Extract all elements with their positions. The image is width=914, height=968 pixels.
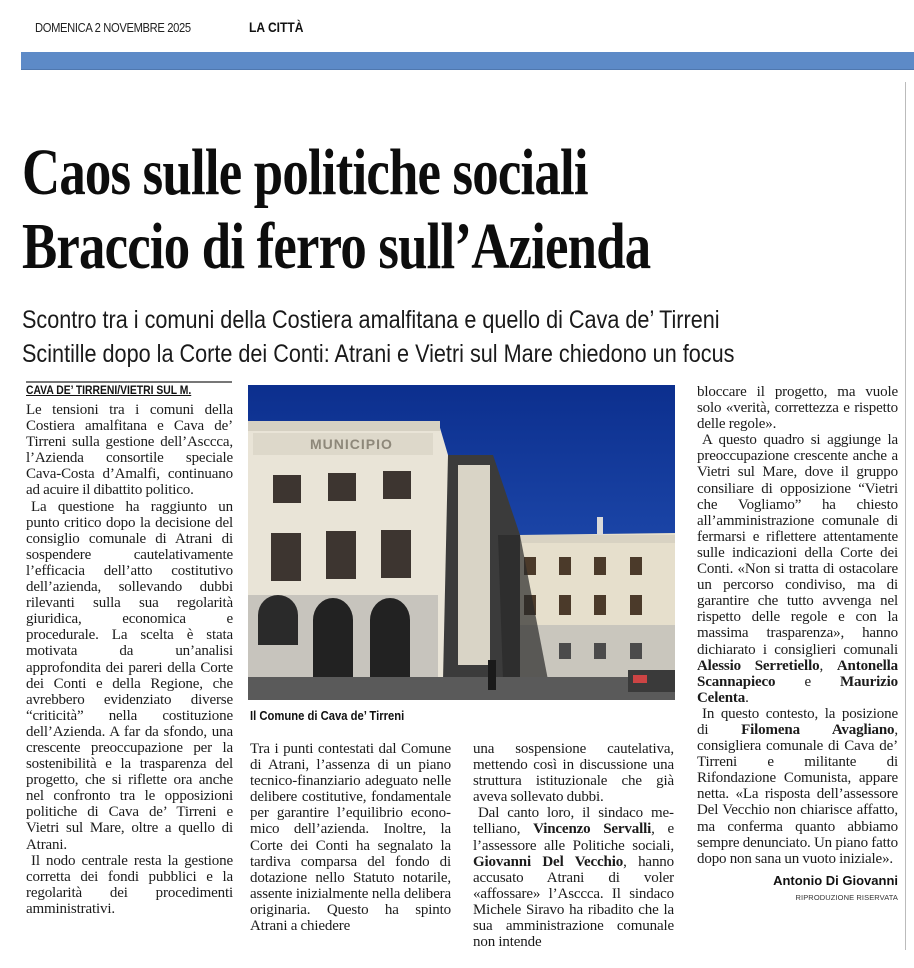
author-byline: Antonio Di Giovanni: [773, 873, 898, 888]
paragraph: Tra i punti contestati dal Comune di Atrani, l’assenza di un piano tecnico-finanziario adeguato nelle delibere costitutive, fondamentale per garantire l’equilibrio economico dell’azienda. Inoltre, la Corte dei Conti ha segnalato la tardiva comparsa del fondo di dotazione nello Statuto notarile, assente inizialmente nella delibera originaria. Questo ha spinto Atrani a chiedere: [250, 741, 451, 935]
text: e: [775, 673, 841, 690]
headline-line-1: Caos sulle politiche sociali: [22, 136, 588, 209]
town-hall-photo: [248, 385, 675, 700]
subheadline-line-2: Scintille dopo la Corte dei Conti: Atrani e Vietri sul Mare chiedono un focus: [22, 340, 735, 368]
article-column-3: [473, 741, 674, 950]
person-name: Vincenzo Servalli: [533, 821, 652, 838]
municipio-building-image: [248, 385, 675, 700]
section-name: LA CITTÀ: [249, 19, 304, 35]
photo-caption: Il Comune di Cava de’ Tirreni: [250, 709, 405, 723]
page-edge-rule: [905, 82, 906, 950]
kicker-rule: [26, 381, 232, 383]
article-column-4: [697, 384, 898, 867]
paragraph: bloccare il progetto, ma vuole solo «verità, correttezza e rispetto delle regole».: [697, 384, 898, 433]
header-color-bar: [21, 52, 914, 70]
text: Dal canto loro, il sindaco metelliano,: [473, 805, 674, 838]
person-name: Antonella Scannapieco: [697, 657, 898, 690]
text: , hanno accusato Atrani di voler «affossare» l’Asccca. Il sindaco Michele Siravo ha ribadito che la sua amministrazione comunale non intende: [473, 853, 674, 951]
person-name: Giovanni Del Vecchio: [473, 853, 624, 870]
building-sign-text: MUNICIPIO: [310, 436, 393, 452]
headline-line-2: Braccio di ferro sull’Azienda: [22, 210, 651, 283]
article-column-1: [26, 402, 233, 917]
dateline-kicker: CAVA DE’ TIRRENI/VIETRI SUL M.: [26, 385, 192, 397]
paragraph: Il nodo centrale resta la gestione corretta dei fondi pubblici e la regolarità dei procedimenti amministrativi.: [26, 852, 233, 917]
text: .: [745, 689, 749, 706]
paragraph: La questione ha raggiunto un punto critico dopo la decisione del consiglio comunale di Atrani di sospendere cautelativamente l’efficacia dell’atto costitutivo dell’azienda, sollevando dubbi rilevanti sulla sua regolarità giuridica, economica e procedurale. La scelta è stata motivata da un’analisi approfondita dei pareri della Corte dei Conti e della Regione, che avrebbero evidenziato diverse “criticità” nella costituzione dell’Azienda. A far da sfondo, una crescente preoccupazione per la sostenibilità e la trasparenza del progetto, che si riflette ora anche nel confronto tra le opposizioni politiche di Cava de’ Tirreni e Vietri sul Mare, oltre a quello di Atrani.: [26, 498, 233, 853]
person-name: Alessio Serretiello: [697, 657, 820, 674]
text: In questo contesto, la posizione di: [697, 705, 898, 738]
person-name: Maurizio Celenta: [697, 673, 898, 706]
paragraph: una sospensione cautelativa, mettendo così in discussione una struttura istituzionale che già aveva sollevato dubbi.: [473, 741, 674, 806]
text: ,: [819, 657, 837, 674]
text: , e l’assessore alle Politiche sociali,: [473, 821, 674, 854]
paragraph: [697, 432, 898, 706]
paragraph: [697, 706, 898, 867]
article-footer: [697, 867, 898, 903]
article-column-2: [250, 741, 451, 934]
issue-date: DOMENICA 2 NOVEMBRE 2025: [35, 20, 191, 35]
subheadline-line-1: Scontro tra i comuni della Costiera amalfitana e quello di Cava de’ Tirreni: [22, 306, 720, 334]
paragraph: [473, 805, 674, 950]
text: A questo quadro si aggiunge la preoccupazione crescente anche a Vietri sul Mare, dove il gruppo consiliare di opposizione “Vietri che Vogliamo” ha chiesto all’amministrazione comunale di fermarsi e riflettere attentamente sulle indicazioni della Corte dei Conti. «Non si tratta di ostacolare un percorso condiviso, ma di garantire che tutto avvenga nel rispetto delle regole e con la massima trasparenza», hanno dichiarato i consiglieri comunali: [697, 432, 898, 658]
person-name: Filomena Avagliano: [741, 721, 895, 738]
paragraph: Le tensioni tra i comuni della Costiera amalfitana e Cava de’ Tirreni sulla gestione dell’Asccca, l’Azienda consortile speciale Cava-Costa d’Amalfi, continuano ad acuire il dibattito politico.: [26, 402, 233, 499]
copyright-notice: RIPRODUZIONE RISERVATA: [795, 893, 898, 902]
text: , consigliera comunale di Cava de’ Tirreni e militante di Rifondazione Comunista, appare netta. «La risposta dell’assessore Del Vecchio non chiarisce affatto, ma conferma quanto abbiamo sempre denunciato. Un piano fatto dopo non sana un vuoto iniziale».: [697, 721, 898, 867]
